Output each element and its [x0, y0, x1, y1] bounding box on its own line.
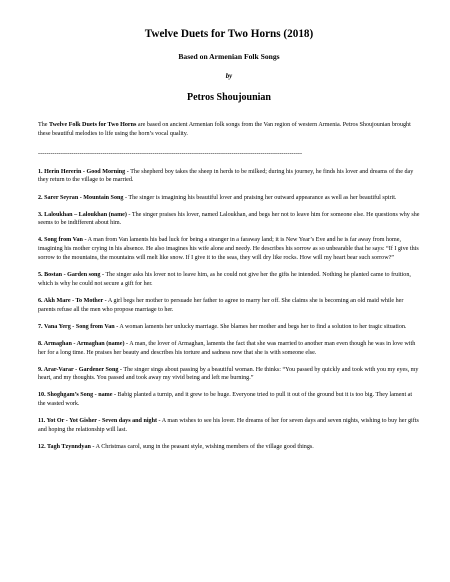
song-entry [38, 211, 420, 229]
intro-pre: The [38, 122, 49, 128]
intro-post: are based on ancient Armenian folk songs from the Van region of western Armenia. Petros Shoujounian brought these beautiful melodies to life using the horn’s vocal quality. [38, 122, 411, 137]
song-title: 10. Shoghgam’s Song - name - [38, 392, 116, 399]
song-description: A man from Van laments his bad luck for being a stranger in a faraway land; it is New Year’s Eve and he is far away from home, imagining his mother crying in his absence. He also imagines his wife alone and needy. He describes his sorrow as so unbearable that he says: “If I give this sorrow to the mountains, the mountains will melt like snow. If I give it to the seas, they will dry like rocks. How will my heart bear such sorrow?” [38, 237, 419, 262]
song-title: 8. Armaghan - Armaghan (name) - [38, 340, 129, 347]
song-title: 5. Bostan - Garden song - [38, 272, 105, 279]
song-entry [38, 417, 420, 435]
song-entry [38, 443, 420, 452]
song-description: A man, the lover of Armaghan, laments the fact that she was married to another man even though he was in love with her for a long time. He praises her beauty and describes his torture and sadness now that she is with someone else. [38, 340, 416, 356]
song-title: 12. Tagh Tzynndyan - [38, 444, 95, 451]
song-description: A woman laments her unlucky marriage. She blames her mother and begs her to find a solution to her tragic situation. [118, 323, 407, 330]
document-subtitle: Based on Armenian Folk Songs [178, 52, 280, 61]
song-entry [38, 271, 420, 289]
song-description: Babig planted a turnip, and it grew to be huge. Everyone tried to pull it out of the ground but it is too big. They lament at the wasted work. [38, 392, 413, 408]
song-description: The singer sings about passing by a beautiful woman. He thinks: “You passed by quickly and took with you my eyes, my heart, and my thoughts. You passed and took away my vivid being and left me burning.” [38, 366, 419, 382]
song-entry [38, 297, 420, 315]
document-title: Twelve Duets for Two Horns (2018) [144, 28, 314, 40]
byline-label: by [225, 73, 233, 80]
song-entry [38, 340, 420, 358]
song-entry [38, 366, 420, 384]
author-name: Petros Shoujounian [186, 92, 271, 103]
song-title: 6. Akh Mare - To Mother - [38, 297, 107, 304]
song-entry [38, 168, 420, 186]
song-description: - The singer is imagining his beautiful lover and praising her outward appearance as well as her beautiful spirit. [123, 194, 397, 201]
intro-paragraph [38, 121, 420, 139]
song-description: The shepherd boy takes the sheep in herds to be milked; during his journey, he finds his lover and dreams of the day they return to the village to be married. [38, 168, 414, 184]
separator-line: ------------------------------------------------------------------------------------------------------------------------------- [38, 150, 303, 157]
song-description: A man wishes to see his lover. He dreams of her for seven days and seven nights, wishing to buy her gifts and hoping the relationship will last. [38, 418, 419, 434]
song-entry [38, 391, 420, 409]
song-entry [38, 194, 420, 203]
song-title: 1. Herin Hererin - Good Morning - [38, 168, 129, 175]
song-title: 4. Song from Van - [38, 237, 87, 244]
song-description: - The singer praises his lover, named Laloukhan, and begs her not to leave him for someone else. He questions why she seems to be indifferent about him. [38, 211, 420, 227]
song-title: 7. Vana Yerg - Song from Van - [38, 323, 119, 330]
song-description: A Christmas carol, sung in the peasant style, wishing members of the village good things. [94, 444, 314, 451]
intro-bold-title: Twelve Folk Duets for Two Horns [49, 122, 137, 128]
song-title: 9. Arar-Varar - Gardener Song - [38, 366, 122, 373]
song-title: 11. Yot Or - Yot Gisher - Seven days and night - [38, 418, 161, 425]
song-entry [38, 323, 420, 332]
song-description: The singer asks his lover not to leave him, as he could not give her the gifts he intended. Nothing he planted came to fruition, which is why he could not secure a gift for her. [38, 272, 411, 287]
song-title: 3. Laloukhan – Laloukhan (name) [38, 211, 127, 218]
song-title: 2. Sarer Seyran - Mountain Song [38, 194, 124, 201]
song-list [38, 168, 420, 452]
song-description: A girl begs her mother to persuade her father to agree to marry her off. She claims she is becoming an old maid while her parents refuse all the men who propose marriage to her. [38, 297, 404, 313]
song-entry [38, 236, 420, 262]
